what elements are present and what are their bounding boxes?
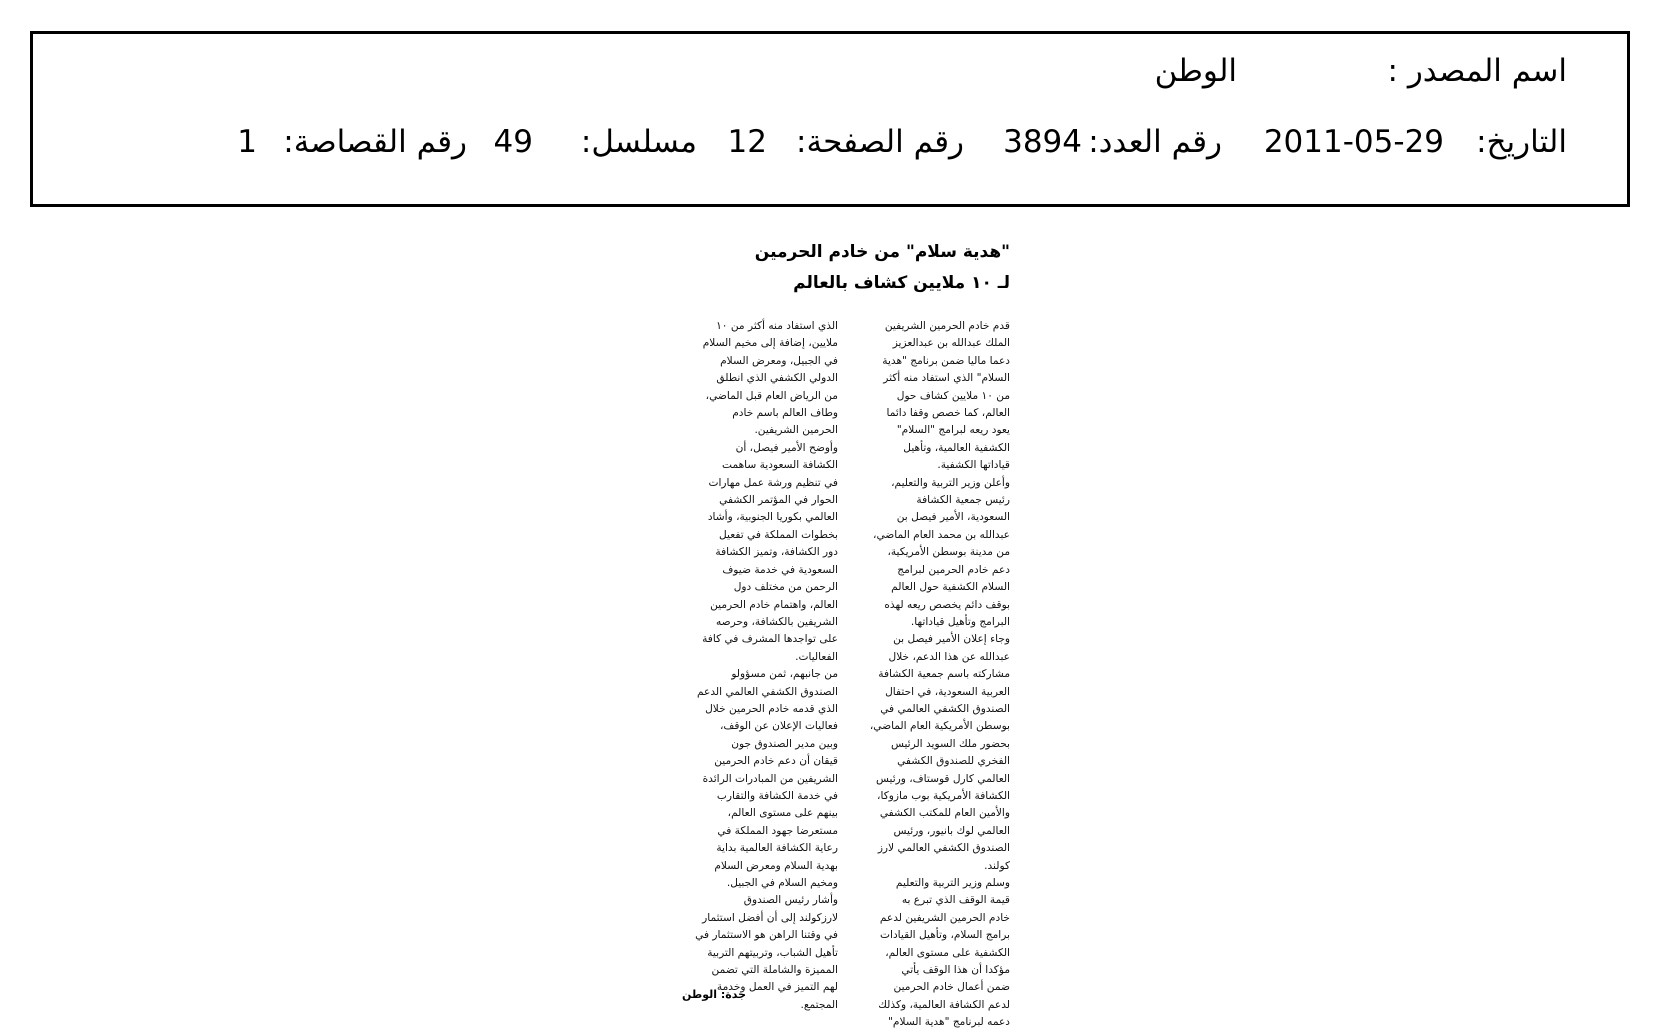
article-line: الكشفية على مستوى العالم،: [885, 946, 1010, 959]
clip-label: رقم القصاصة:: [283, 124, 467, 160]
article-line: عبدالله عن هذا الدعم، خلال: [888, 650, 1010, 663]
article-line: من ١٠ ملايين كشاف حول: [896, 389, 1010, 402]
article-line: مؤكدا أن هذا الوقف يأتي: [901, 964, 1010, 977]
article-line: رعاية الكشافة العالمية بداية: [716, 842, 838, 855]
article-line: العالمي بكوريا الجنوبية، وأشاد: [707, 511, 838, 524]
article-line: مشاركته باسم جمعية الكشافة: [878, 668, 1010, 681]
article-line: الحرمين الشريفين.: [754, 424, 838, 437]
article-line: الشريفين بالكشافة، وحرصه: [715, 615, 838, 628]
article-line: الرحمن من مختلف دول: [733, 581, 838, 594]
article-line: وجاء إعلان الأمير فيصل بن: [893, 633, 1010, 646]
article-line: وبين مدير الصندوق جون: [731, 737, 838, 750]
article-line: السعودية في خدمة ضيوف: [722, 563, 838, 576]
article-line: تأهيل الشباب، وتربيتهم التربية: [707, 946, 838, 959]
article-line: العالمي كارل قوستاف، ورئيس: [876, 772, 1010, 785]
article-line: ومخيم السلام في الجبيل.: [726, 877, 838, 889]
article-line: رئيس جمعية الكشافة: [916, 494, 1010, 507]
article-line: المميزة والشاملة التي تضمن: [711, 964, 838, 977]
article-line: السلام الكشفية حول العالم: [891, 581, 1010, 594]
article-column-left: [680, 318, 838, 1014]
article-line: البرامج وتأهيل قياداتها.: [910, 615, 1010, 628]
article-line: وأوضح الأمير فيصل، أن: [735, 441, 838, 454]
article-line: قياداتها الكشفية.: [937, 459, 1010, 472]
article-line: الحوار في المؤتمر الكشفي: [719, 494, 838, 507]
article-line: فعاليات الإعلان عن الوقف،: [719, 720, 838, 733]
source-label: اسم المصدر :: [1387, 53, 1567, 89]
article-line: السعودية، الأمير فيصل بن: [896, 511, 1010, 524]
article-line: بوقف دائم يخصص ريعه لهذه: [884, 598, 1010, 611]
article-line: من مدينة بوسطن الأمريكية،: [887, 546, 1010, 559]
article-line: بهدية السلام ومعرض السلام: [714, 859, 838, 872]
article-byline: جدة: الوطن: [682, 988, 747, 1001]
article-line: قيمة الوقف الذي تبرع به: [901, 894, 1010, 907]
article-line: عبدالله بن محمد العام الماضي،: [873, 528, 1010, 541]
newspaper-clipping: [670, 238, 1010, 1029]
article-line: من جانبهم، ثمن مسؤولو: [731, 668, 838, 681]
article-headline-line1: "هدية سلام" من خادم الحرمين: [754, 242, 1010, 262]
article-line: الذي قدمه خادم الحرمين خلال: [705, 702, 838, 715]
issue-value: 3894: [1003, 124, 1082, 160]
article-line: ضمن أعمال خادم الحرمين: [893, 981, 1010, 994]
article-line: في تنظيم ورشة عمل مهارات: [708, 476, 838, 489]
article-line: العالم، كما خصص وقفا دائما: [886, 407, 1010, 420]
serial-label: مسلسل:: [580, 124, 697, 160]
article-line: لدعم الكشافة العالمية، وكذلك: [878, 998, 1010, 1011]
article-line: الذي استفاد منه أكثر من ١٠: [716, 320, 838, 332]
article-line: قيقان أن دعم خادم الحرمين: [714, 755, 838, 768]
article-line: الكشافة السعودية ساهمت: [722, 459, 838, 472]
article-line: الدولي الكشفي الذي انطلق: [716, 372, 838, 385]
article-line: على تواجدها المشرف في كافة: [702, 633, 838, 646]
article-line: كولند.: [984, 859, 1010, 872]
article-line: يعود ريعه لبرامج "السلام": [896, 424, 1010, 437]
article-line: الفعاليات.: [795, 650, 838, 663]
article-line: العربية السعودية، في احتفال: [885, 685, 1010, 698]
article-line: خادم الحرمين الشريفين لدعم: [879, 911, 1010, 924]
article-column-right: [852, 318, 1010, 1032]
article-line: لهم التميز في العمل وخدمة: [716, 981, 838, 994]
article-line: والأمين العام للمكتب الكشفي: [879, 807, 1010, 820]
article-line: وطاف العالم باسم خادم: [732, 407, 838, 420]
article-line: في وقتنا الراهن هو الاستثمار في: [695, 929, 838, 942]
article-headline-line2: لـ ١٠ ملايين كشاف بالعالم: [793, 273, 1010, 293]
article-line: المجتمع.: [800, 998, 838, 1011]
article-line: وأعلن وزير التربية والتعليم،: [891, 476, 1010, 489]
issue-label: رقم العدد:: [1088, 124, 1222, 160]
article-line: الصندوق الكشفي العالمي الدعم: [696, 685, 838, 698]
article-line: في خدمة الكشافة والتقارب: [716, 789, 838, 802]
article-line: في الجبيل، ومعرض السلام: [720, 354, 838, 367]
article-line: العالمي لوك بانيور، ورئيس: [893, 824, 1010, 837]
article-line: بوسطن الأمريكية العام الماضي،: [869, 720, 1010, 733]
article-line: الكشفية العالمية، وتأهيل: [903, 441, 1010, 454]
article-line: برامج السلام، وتأهيل القيادات: [880, 929, 1010, 942]
source-info-box: [30, 31, 1630, 207]
date-value: 2011-05-29: [1263, 124, 1444, 160]
article-line: الكشافة الأمريكية بوب مازوكا،: [877, 789, 1010, 802]
article-line: لارزكولند إلى أن أفضل استثمار: [702, 911, 838, 924]
article-line: بحضور ملك السويد الرئيس: [890, 737, 1010, 750]
article-line: الشريفين من المبادرات الرائدة: [702, 772, 838, 785]
article-line: من الرياض العام قبل الماضي،: [705, 389, 838, 402]
article-line: الفخري للصندوق الكشفي: [897, 755, 1010, 768]
page-label: رقم الصفحة:: [796, 124, 964, 160]
article-line: بخطوات المملكة في تفعيل: [719, 528, 838, 541]
article-line: الصندوق الكشفي العالمي في: [880, 702, 1010, 715]
article-line: قدم خادم الحرمين الشريفين: [884, 320, 1010, 332]
article-line: ملايين، إضافة إلى مخيم السلام: [702, 337, 838, 350]
article-line: دعمه لبرنامج "هدية السلام": [888, 1016, 1010, 1029]
article-line: دعما ماليا ضمن برنامج "هدية: [882, 354, 1010, 367]
serial-value: 49: [493, 124, 533, 160]
clip-value: 1: [237, 124, 257, 160]
article-line: مستعرضا جهود المملكة في: [717, 824, 838, 837]
page-value: 12: [727, 124, 767, 160]
source-value: الوطن: [1154, 53, 1237, 89]
article-line: الصندوق الكشفي العالمي لارز: [877, 842, 1010, 855]
article-line: وسلم وزير التربية والتعليم: [895, 877, 1010, 889]
article-line: الملك عبدالله بن عبدالعزيز: [892, 337, 1010, 350]
article-line: وأشار رئيس الصندوق: [743, 894, 838, 907]
date-label: التاريخ:: [1476, 124, 1567, 160]
article-line: السلام" الذي استفاد منه أكثر: [883, 372, 1010, 385]
article-line: دعم خادم الحرمين لبرامج: [897, 563, 1010, 576]
article-line: بينهم على مستوى العالم،: [727, 807, 838, 820]
article-line: العالم، واهتمام خادم الحرمين: [710, 598, 838, 611]
article-line: دور الكشافة، وتميز الكشافة: [715, 546, 838, 559]
